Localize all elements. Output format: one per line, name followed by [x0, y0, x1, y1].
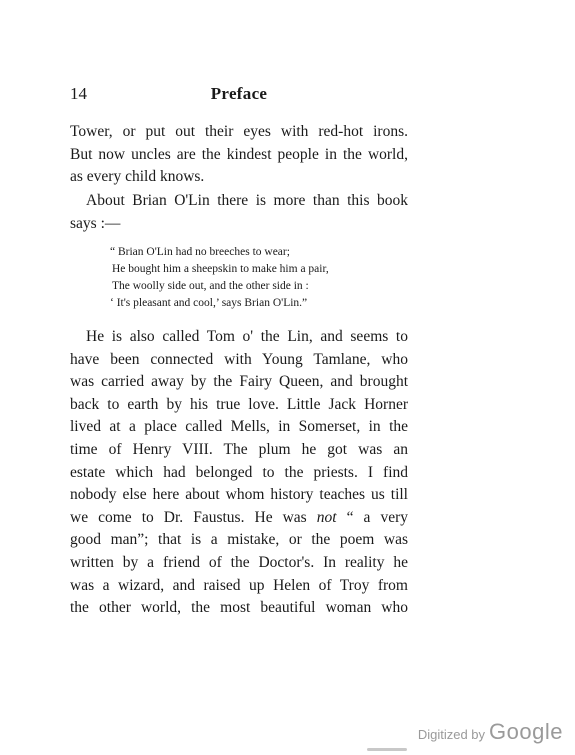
running-head: Preface [210, 84, 268, 103]
text-segment: “ a very [346, 508, 409, 526]
text-line: good man”; that is a mistake, or the poem was [70, 531, 408, 549]
text-line-with-emphasis [70, 507, 408, 530]
text-line: He is also called Tom o' the Lin, and seems to [86, 328, 408, 345]
verse-line: ‘ It's pleasant and cool,’ says Brian O'Lin.” [110, 297, 308, 309]
text-line: back to earth by his true love. Little Jack Horner [70, 395, 408, 413]
text-line: estate which had belonged to the priests. I find [70, 463, 408, 481]
digitized-watermark [418, 719, 563, 745]
text-line: Tower, or put out their eyes with red-hot irons. [70, 123, 408, 140]
text-line: About Brian O'Lin there is more than this book [86, 192, 408, 209]
text-line: the other world, the most beautiful woman who [70, 599, 408, 617]
paragraph-2 [70, 190, 408, 235]
text-line: was carried away by the Fairy Queen, and brought [70, 373, 408, 391]
text-line: nobody else here about whom history teaches us till [70, 486, 408, 504]
verse-line: The woolly side out, and the other side in : [112, 280, 309, 292]
text-line: have been connected with Young Tamlane, who [70, 350, 408, 368]
text-line: written by a friend of the Doctor's. In reality he [70, 553, 408, 571]
page-header [70, 84, 408, 106]
text-line: as every child knows. [70, 168, 205, 186]
watermark-prefix: Digitized by [417, 727, 486, 742]
emphasized-word: not [316, 508, 337, 526]
text-segment: we come to Dr. Faustus. He was [70, 508, 307, 526]
verse-quotation [110, 244, 329, 312]
text-line: lived at a place called Mells, in Somerset, in the [70, 418, 408, 436]
page-number: 14 [70, 84, 87, 103]
text-line: time of Henry VIII. The plum he got was an [70, 440, 408, 458]
verse-line: “ Brian O'Lin had no breeches to wear; [110, 246, 290, 258]
google-logo: Google [489, 719, 563, 744]
verse-line: He bought him a sheepskin to make him a pair, [112, 263, 329, 275]
page-edge-mark [367, 748, 407, 751]
text-line: says :— [70, 214, 121, 232]
text-line: was a wizard, and raised up Helen of Troy from [70, 576, 408, 594]
text-line: But now uncles are the kindest people in the world, [70, 145, 408, 163]
paragraph-3 [70, 326, 408, 620]
paragraph-1 [70, 121, 408, 189]
